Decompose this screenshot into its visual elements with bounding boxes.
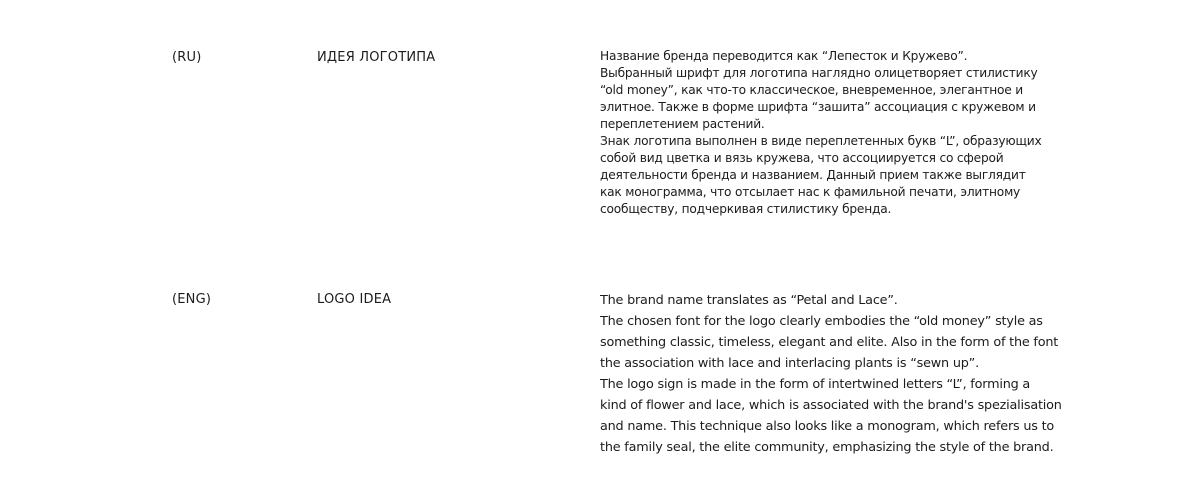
description-line: the association with lace and interlacing plants is “sewn up”. [600,356,979,371]
description-eng [600,290,1062,458]
description-line: kind of flower and lace, which is associated with the brand's spezialisation [600,398,1062,413]
description-line: сообществу, подчеркивая стилистику бренда. [600,202,892,216]
description-line: Знак логотипа выполнен в виде переплетенных букв “L”, образующих [600,134,1042,148]
description-line: The logo sign is made in the form of intertwined letters “L”, forming a [600,377,1031,392]
heading-ru: ИДЕЯ ЛОГОТИПА [317,50,436,65]
description-line: элитное. Также в форме шрифта “зашита” ассоциация с кружевом и [600,100,1036,114]
description-line: the family seal, the elite community, emphasizing the style of the brand. [600,440,1054,455]
description-line: Название бренда переводится как “Лепесток и Кружево”. [600,49,968,63]
description-ru [600,48,1040,218]
description-line: The brand name translates as “Petal and Lace”. [600,293,898,308]
description-line: Выбранный шрифт для логотипа наглядно олицетворяет стилистику [600,66,1038,80]
description-line: and name. This technique also looks like a monogram, which refers us to [600,419,1055,434]
description-line: “old money”, как что-то классическое, вневременное, элегантное и [600,83,1023,97]
description-line: как монограмма, что отсылает нас к фамильной печати, элитному [600,185,1021,199]
description-line: переплетением растений. [600,117,765,131]
description-line: The chosen font for the logo clearly embodies the “old money” style as [600,314,1043,329]
description-line: деятельности бренда и названием. Данный прием также выглядит [600,168,1026,182]
language-label-eng: (ENG) [172,292,212,307]
heading-eng: LOGO IDEA [317,292,392,307]
language-label-ru: (RU) [172,50,202,65]
description-line: собой вид цветка и вязь кружева, что ассоциируется со сферой [600,151,1004,165]
description-line: something classic, timeless, elegant and elite. Also in the form of the font [600,335,1059,350]
